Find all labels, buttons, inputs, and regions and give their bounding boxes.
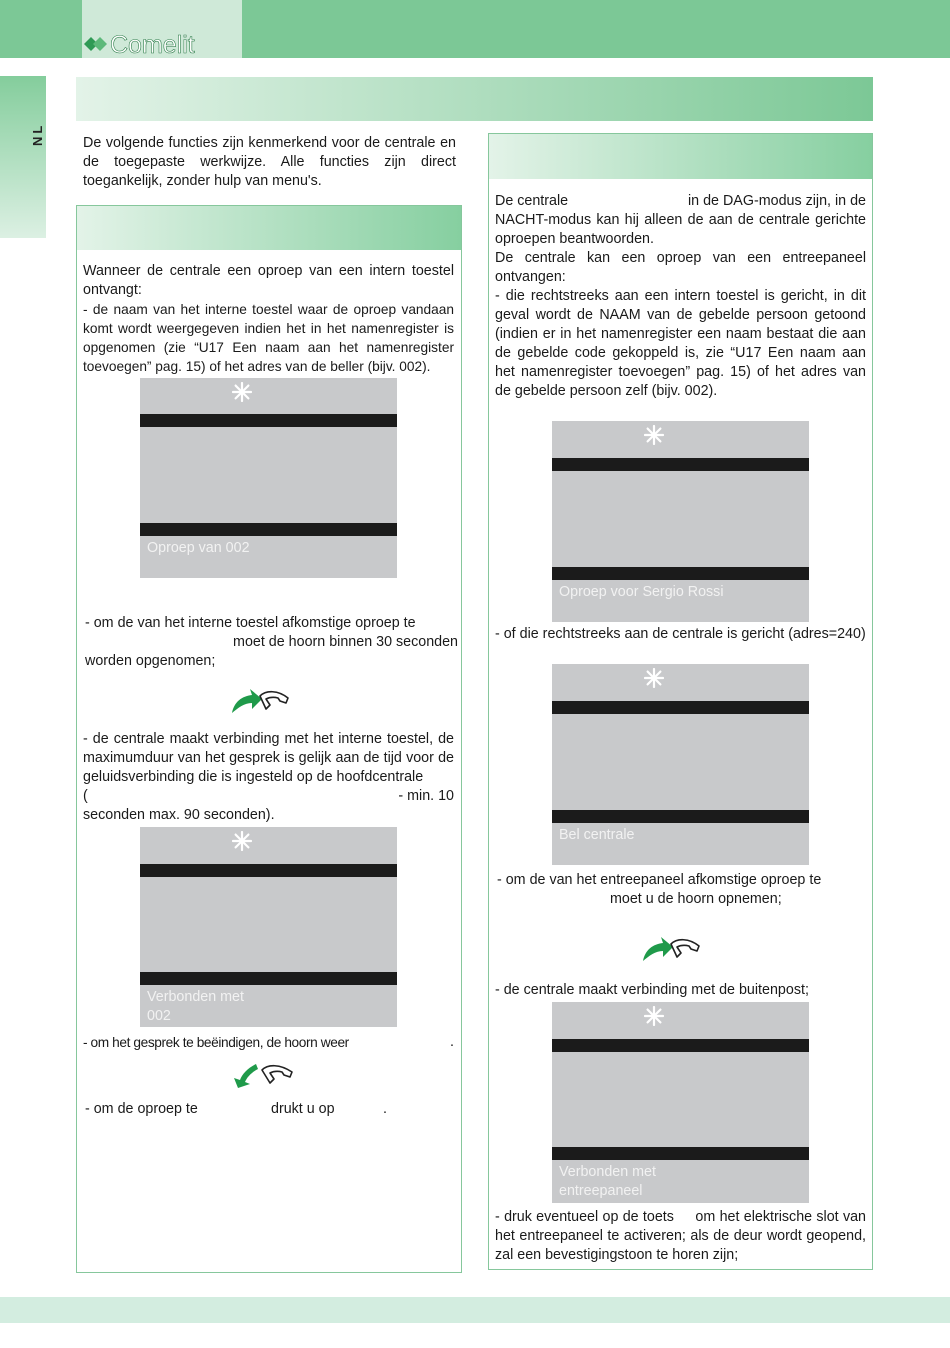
left-p3b: moet de hoorn binnen 30 seconden: [233, 634, 458, 650]
left-p1: Wanneer de centrale een oproep van een intern toestel ontvangt:: [83, 263, 454, 298]
display-screen: [140, 378, 397, 578]
right-p1a: De centrale: [495, 193, 569, 209]
left-p3c: worden opgenomen;: [85, 653, 216, 669]
comelit-logo: [82, 30, 242, 60]
screen-message: Oproep voor Sergio Rossi: [559, 584, 724, 600]
screen-bar: [552, 1039, 809, 1052]
screen-message: Bel centrale: [559, 827, 635, 843]
display-screen: [552, 664, 809, 865]
right-p7: - druk eventueel op de toets om het elektrische slot van het entreepaneel te activeren; als de deur wordt geopend, zal een bevestigingstoon te horen zijn;: [495, 1209, 870, 1263]
screen-bar: [140, 414, 397, 427]
screen-message: Verbonden met: [147, 989, 244, 1005]
sun-icon: [232, 382, 252, 402]
sun-icon: [644, 1006, 664, 1026]
left-section-header: [77, 206, 461, 250]
screen-bar: [552, 458, 809, 471]
left-p5-end: .: [450, 1034, 454, 1050]
footer-band: [0, 1297, 950, 1323]
sun-icon: [644, 668, 664, 688]
pick-up-handset-icon: [230, 686, 292, 720]
screen-bar: [140, 972, 397, 985]
screen-bar: [140, 523, 397, 536]
screen-bar: [552, 701, 809, 714]
screen-message: 002: [147, 1008, 171, 1024]
right-p2: De centrale kan een oproep van een entreepaneel ontvangen:: [495, 250, 866, 285]
left-p4-tail: - min. 10: [398, 788, 454, 804]
sun-icon: [644, 425, 664, 445]
display-screen: [552, 421, 809, 622]
left-p6a: - om de oproep te: [85, 1101, 198, 1117]
screen-message: entreepaneel: [559, 1183, 643, 1199]
screen-bar: [140, 864, 397, 877]
screen-bar: [552, 810, 809, 823]
screen-message: Verbonden met: [559, 1164, 656, 1180]
left-p4-open: (: [83, 788, 88, 804]
language-side-tab: [0, 76, 46, 238]
intro-text: De volgende functies zijn kenmerkend voor de centrale en de toegepaste werkwijze. Alle functies zijn direct toegankelijk, zonder hulp van menu's.: [83, 135, 456, 189]
right-p5: - om de van het entreepaneel afkomstige oproep te: [497, 872, 822, 888]
hang-up-handset-icon: [232, 1060, 298, 1090]
left-p4: - de centrale maakt verbinding met het interne toestel, de maximumduur van het gesprek is gelijk aan de tijd voor de geluidsverbinding die is ingesteld op de hoofdcentrale: [83, 731, 454, 785]
right-p3: - die rechtstreeks aan een intern toestel is gericht, in dit geval wordt de NAAM van de gebelde persoon getoond (indien er in het namenregister een naam bestaat die aan de gebelde code gekoppeld is, zie “U17 Een naam aan het namenregister toevoegen” pag. 15) of het adres van de gebelde persoon zelf (bijv. 002).: [495, 288, 866, 399]
left-p4-end: seconden max. 90 seconden).: [83, 807, 275, 823]
right-p1b: in de DAG-modus zijn, in de: [688, 193, 866, 209]
left-p3: - om de van het interne toestel afkomstige oproep te: [85, 615, 416, 631]
language-label: NL: [30, 122, 45, 146]
right-p6: - de centrale maakt verbinding met de buitenpost;: [495, 982, 809, 998]
screen-bar: [552, 567, 809, 580]
right-p4: - of die rechtstreeks aan de centrale is gericht (adres=240): [495, 626, 866, 642]
sun-icon: [232, 831, 252, 851]
screen-bar: [552, 1147, 809, 1160]
display-screen: [140, 827, 397, 1027]
left-p6b: drukt u op: [271, 1101, 335, 1117]
right-p1c: NACHT-modus kan hij alleen de aan de centrale gerichte oproepen beantwoorden.: [495, 212, 866, 247]
left-p5: - om het gesprek te beëindigen, de hoorn weer: [83, 1035, 349, 1050]
screen-message: Oproep van 002: [147, 540, 250, 556]
svg-text:Comelit: Comelit: [110, 31, 195, 59]
right-p5b: moet u de hoorn opnemen;: [610, 891, 782, 907]
display-screen: [552, 1002, 809, 1203]
left-p6-end: .: [383, 1101, 387, 1117]
title-band: [76, 77, 873, 121]
pick-up-handset-icon: [641, 934, 703, 968]
left-p2: - de naam van het interne toestel waar de oproep vandaan komt wordt weergegeven indien het in het namenregister is opgenomen (zie “U17 Een naam aan het namenregister toevoegen” pag. 15) of het adres van de beller (bijv. 002).: [83, 302, 454, 374]
right-section-header: [489, 134, 872, 179]
